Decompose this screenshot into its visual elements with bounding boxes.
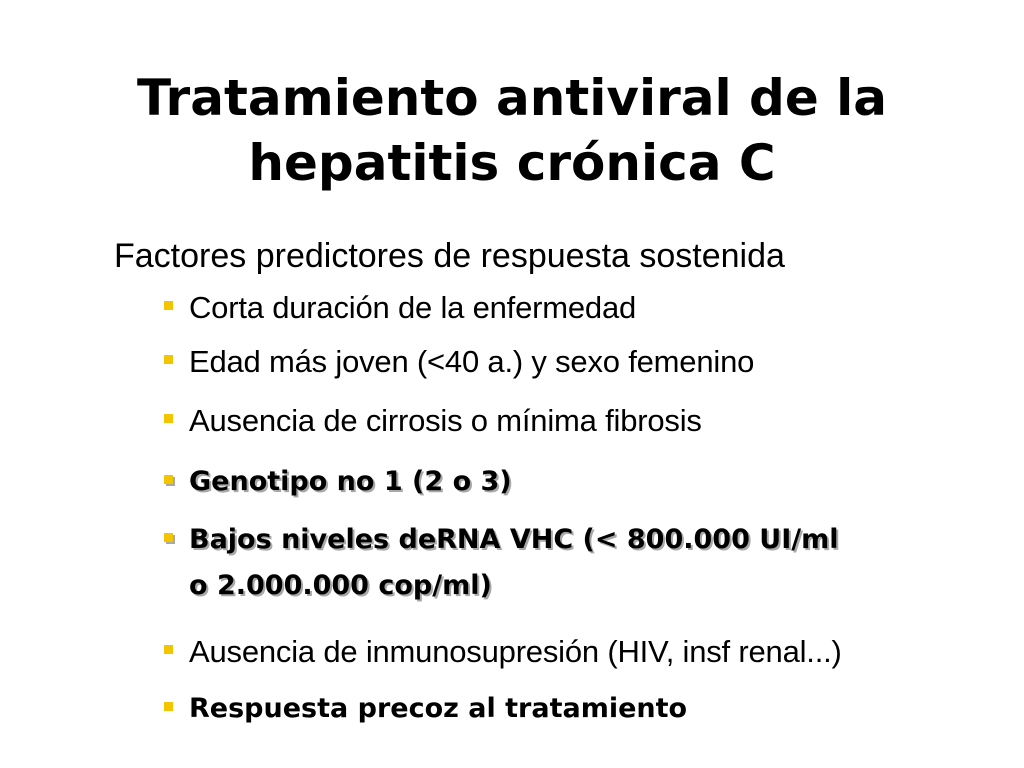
bullet-item <box>164 629 964 675</box>
bullet-item <box>164 339 964 385</box>
bullet-text: Edad más joven (<40 a.) y sexo femenino <box>189 344 755 379</box>
bullet-item <box>164 398 964 444</box>
square-bullet-icon <box>164 533 173 542</box>
bullet-item <box>164 686 964 732</box>
square-bullet-icon <box>164 355 173 364</box>
slide-subtitle: Factores predictores de respuesta sostenida <box>114 237 785 275</box>
bullet-text: Ausencia de inmunosupresión (HIV, insf renal...) <box>189 634 842 669</box>
bullet-text: Corta duración de la enfermedad <box>189 290 637 325</box>
slide-title-line-2: hepatitis crónica C <box>248 134 776 192</box>
square-bullet-icon <box>164 475 173 484</box>
bullet-text: Genotipo no 1 (2 o 3) <box>189 466 512 497</box>
slide-title-line-1: Tratamiento antiviral de la <box>136 69 888 127</box>
slide-title <box>40 66 984 196</box>
bullet-item <box>164 517 964 609</box>
square-bullet-icon <box>164 414 173 423</box>
square-bullet-icon <box>164 301 173 310</box>
bullet-item <box>164 285 964 331</box>
square-bullet-icon <box>164 645 173 654</box>
bullet-text: Respuesta precoz al tratamiento <box>189 693 688 724</box>
bullet-text-line-2: o 2.000.000 cop/ml) <box>189 570 492 601</box>
bullet-text <box>164 517 964 609</box>
square-bullet-icon <box>164 702 173 711</box>
bullet-text: Ausencia de cirrosis o mínima fibrosis <box>189 403 702 438</box>
bullet-item <box>164 459 964 505</box>
bullet-text-line-1: Bajos niveles deRNA VHC (< 800.000 UI/ml <box>189 524 839 555</box>
